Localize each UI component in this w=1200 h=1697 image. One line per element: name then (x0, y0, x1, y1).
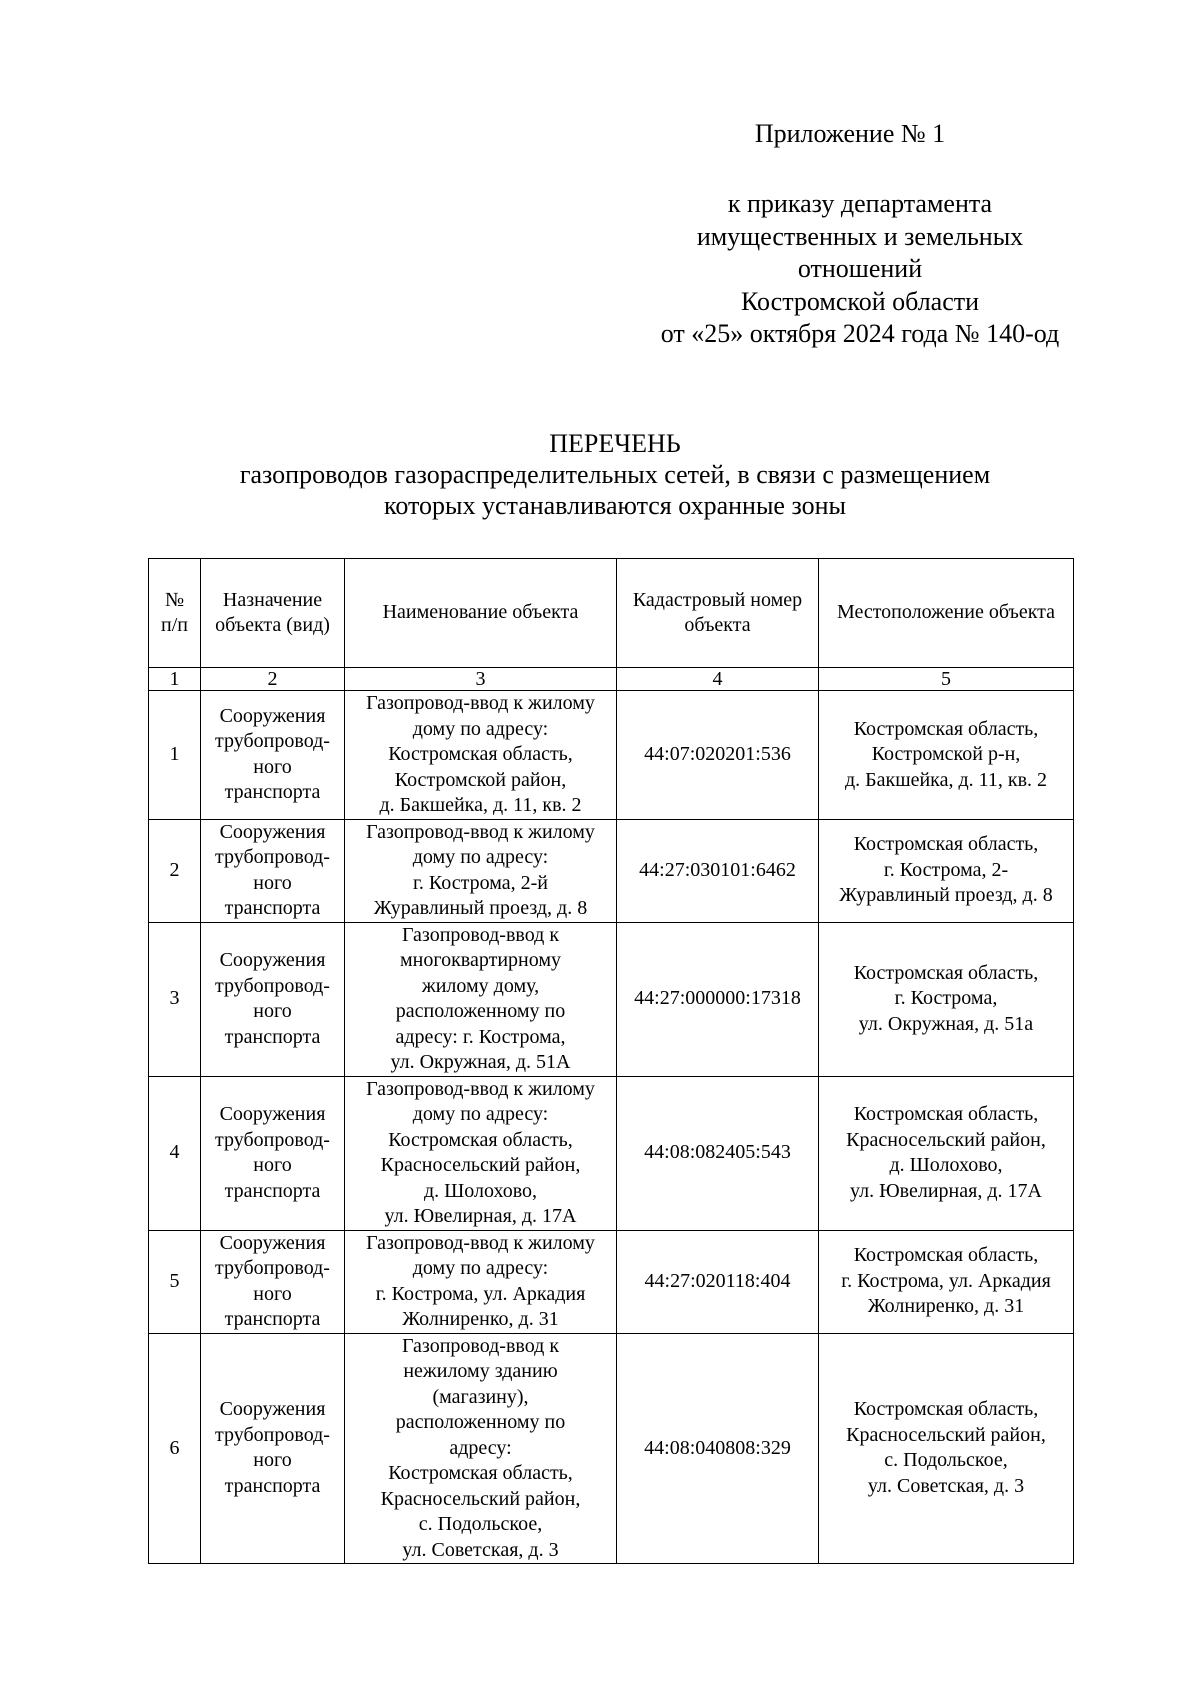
cell-text-line: Костромская область, (853, 961, 1039, 984)
pipelines-table (148, 558, 1074, 1564)
table-row (149, 1230, 1074, 1333)
row-cadastral-cell: 44:07:020201:536 (617, 691, 819, 820)
row-name-cell (345, 922, 617, 1076)
cell-text-line: ного (253, 1154, 292, 1176)
cell-text-line: транспорта (224, 1179, 321, 1202)
row-cadastral-cell: 44:08:082405:543 (617, 1076, 819, 1230)
column-numbers-row (149, 668, 1074, 691)
cell-text-line: Сооружения (219, 1398, 326, 1421)
document-heading (140, 428, 1090, 521)
cell-text-line: дому по адресу: (412, 1257, 549, 1279)
row-cadastral-cell: 44:27:000000:17318 (617, 922, 819, 1076)
row-location-cell (819, 922, 1074, 1076)
cell-text-line: Костромская область, (388, 1128, 573, 1151)
row-location-cell (819, 1230, 1074, 1333)
header-text: Кадастровый номер (632, 588, 803, 611)
cell-text-line: Журавлиный проезд, д. 8 (839, 884, 1053, 907)
cell-text-line: Костромская область, (853, 717, 1039, 740)
cell-text-line: трубопровод- (215, 1257, 330, 1279)
cell-text-line: Сооружения (219, 704, 326, 727)
row-cadastral-cell: 44:27:030101:6462 (617, 819, 819, 922)
cell-text-line: Газопровод-ввод к жилому (366, 820, 595, 843)
row-name-cell (345, 1333, 617, 1564)
column-number: 2 (201, 668, 345, 691)
cell-text-line: транспорта (224, 1025, 321, 1048)
cell-text-line: г. Кострома, ул. Аркадия (841, 1269, 1051, 1292)
row-name-cell (345, 691, 617, 820)
header-cell-location (819, 559, 1074, 668)
table-header-row (149, 559, 1074, 668)
cell-text-line: д. Шолохово, (423, 1179, 538, 1202)
header-cell-cadastral (617, 559, 819, 668)
order-line: отношений (797, 254, 923, 283)
cell-text-line: дому по адресу: (412, 846, 549, 868)
row-name-cell (345, 1230, 617, 1333)
row-type-cell (201, 1230, 345, 1333)
row-name-cell (345, 1076, 617, 1230)
cell-text-line: Костромской р-н, (871, 743, 1021, 765)
cell-text-line: ного (253, 871, 292, 894)
row-type-cell (201, 922, 345, 1076)
row-name-cell (345, 819, 617, 922)
cell-text-line: ул. Ювелирная, д. 17А (850, 1179, 1042, 1202)
cell-text-line: транспорта (224, 1308, 321, 1330)
cell-text-line: г. Кострома, 2-й (412, 871, 549, 894)
row-location-cell (819, 1076, 1074, 1230)
column-number: 3 (345, 668, 617, 691)
cell-text-line: Костромская область, (853, 1244, 1039, 1267)
cell-text-line: Костромская область, (388, 743, 573, 765)
cell-text-line: Жолниренко, д. 31 (402, 1308, 559, 1330)
cell-text-line: трубопровод- (215, 730, 330, 753)
row-type-cell (201, 1333, 345, 1564)
cell-text-line: Костромская область, (853, 1398, 1039, 1421)
cell-text-line: г. Кострома, (894, 987, 998, 1010)
cell-text-line: ул. Советская, д. 3 (402, 1538, 559, 1561)
header-cell-type (201, 559, 345, 668)
cell-text-line: д. Шолохово, (889, 1154, 1003, 1176)
table-row (149, 819, 1074, 922)
cell-text-line: ул. Советская, д. 3 (867, 1474, 1025, 1497)
header-cell-name (345, 559, 617, 668)
cell-text-line: Красносельский район, (846, 1423, 1046, 1446)
cell-text-line: (магазину), (432, 1385, 529, 1408)
row-number-cell: 6 (149, 1333, 201, 1564)
cell-text-line: транспорта (224, 1474, 321, 1497)
cell-text-line: Красносельский район, (846, 1128, 1046, 1151)
cell-text-line: Красносельский район, (380, 1487, 581, 1510)
cell-text-line: с. Подольское, (884, 1449, 1008, 1472)
cell-text-line: жилому дому, (421, 974, 540, 997)
cell-text-line: дому по адресу: (412, 1103, 549, 1125)
cell-text-line: Газопровод-ввод к (401, 923, 560, 946)
row-type-cell (201, 819, 345, 922)
table-row (149, 691, 1074, 820)
cell-text-line: Сооружения (219, 949, 326, 971)
header-text: Местоположение объекта (836, 601, 1056, 624)
table-row (149, 922, 1074, 1076)
cell-text-line: ул. Окружная, д. 51А (390, 1051, 571, 1073)
table-row (149, 1333, 1074, 1564)
row-number-cell: 3 (149, 922, 201, 1076)
cell-text-line: адресу: (449, 1436, 512, 1459)
cell-text-line: Красносельский район, (380, 1154, 581, 1176)
cell-text-line: Костромская область, (853, 1103, 1039, 1125)
cell-text-line: Газопровод-ввод к жилому (366, 1231, 595, 1254)
cell-text-line: Сооружения (219, 1231, 326, 1254)
cell-text-line: д. Бакшейка, д. 11, кв. 2 (379, 794, 582, 816)
appendix-label: Приложение № 1 (754, 119, 946, 148)
cell-text-line: нежилому зданию (403, 1360, 558, 1382)
cell-text-line: транспорта (224, 781, 321, 804)
header-text: № (164, 588, 185, 611)
cell-text-line: Газопровод-ввод к жилому (366, 692, 595, 714)
row-location-cell (819, 1333, 1074, 1564)
cell-text-line: расположенному по (395, 1411, 566, 1433)
cell-text-line: Костромская область, (853, 833, 1039, 856)
order-line: имущественных и земельных (696, 221, 1024, 251)
cell-text-line: Газопровод-ввод к (401, 1334, 560, 1357)
cell-text-line: ул. Ювелирная, д. 17А (384, 1205, 577, 1227)
cell-text-line: транспорта (224, 897, 321, 919)
cell-text-line: трубопровод- (215, 974, 330, 997)
cell-text-line: Костромской район, (394, 768, 567, 791)
cell-text-line: дому по адресу: (412, 717, 549, 740)
cell-text-line: г. Кострома, 2- (883, 858, 1009, 881)
column-number: 4 (617, 668, 819, 691)
row-number-cell: 1 (149, 691, 201, 820)
cell-text-line: Жолниренко, д. 31 (867, 1295, 1025, 1318)
row-number-cell: 4 (149, 1076, 201, 1230)
row-type-cell (201, 691, 345, 820)
cell-text-line: трубопровод- (215, 1423, 330, 1446)
column-number: 5 (819, 668, 1074, 691)
cell-text-line: ул. Окружная, д. 51а (858, 1012, 1034, 1035)
row-type-cell (201, 1076, 345, 1230)
cell-text-line: д. Бакшейка, д. 11, кв. 2 (844, 768, 1048, 791)
row-number-cell: 2 (149, 819, 201, 922)
row-number-cell: 5 (149, 1230, 201, 1333)
row-cadastral-cell: 44:08:040808:329 (617, 1333, 819, 1564)
header-text: объекта (вид) (215, 614, 330, 636)
header-text: Назначение (222, 588, 323, 611)
cell-text-line: Костромская область, (388, 1462, 573, 1484)
row-location-cell (819, 819, 1074, 922)
order-reference (610, 188, 1110, 351)
header-text: объекта (684, 614, 751, 636)
cell-text-line: расположенному по (395, 1000, 566, 1022)
cell-text-line: г. Кострома, ул. Аркадия (375, 1282, 586, 1305)
table-row (149, 1076, 1074, 1230)
cell-text-line: Журавлиный проезд, д. 8 (373, 897, 588, 919)
row-location-cell (819, 691, 1074, 820)
heading-title: ПЕРЕЧЕНЬ (549, 429, 681, 458)
row-cadastral-cell: 44:27:020118:404 (617, 1230, 819, 1333)
cell-text-line: ного (253, 1449, 292, 1472)
heading-subtitle-line: газопроводов газораспределительных сетей, в связи с размещением (239, 460, 991, 489)
header-text: п/п (161, 614, 188, 636)
heading-subtitle-line: которых устанавливаются охранные зоны (384, 491, 846, 520)
header-cell-number (149, 559, 201, 668)
column-number: 1 (149, 668, 201, 691)
cell-text-line: трубопровод- (215, 1128, 330, 1151)
cell-text-line: ного (253, 1000, 292, 1022)
cell-text-line: ного (253, 755, 292, 778)
header-text: Наименование объекта (382, 601, 579, 624)
cell-text-line: адресу: г. Кострома, (395, 1025, 566, 1048)
order-line: к приказу департамента (727, 189, 993, 218)
cell-text-line: ного (253, 1282, 292, 1305)
cell-text-line: трубопровод- (215, 846, 330, 868)
order-line: Костромской области (740, 286, 980, 316)
cell-text-line: с. Подольское, (418, 1513, 543, 1535)
cell-text-line: Сооружения (219, 820, 326, 843)
cell-text-line: многоквартирному (400, 949, 561, 971)
cell-text-line: Газопровод-ввод к жилому (366, 1077, 595, 1100)
order-line: от «25» октября 2024 года № 140-од (660, 319, 1060, 348)
cell-text-line: Сооружения (219, 1103, 326, 1125)
